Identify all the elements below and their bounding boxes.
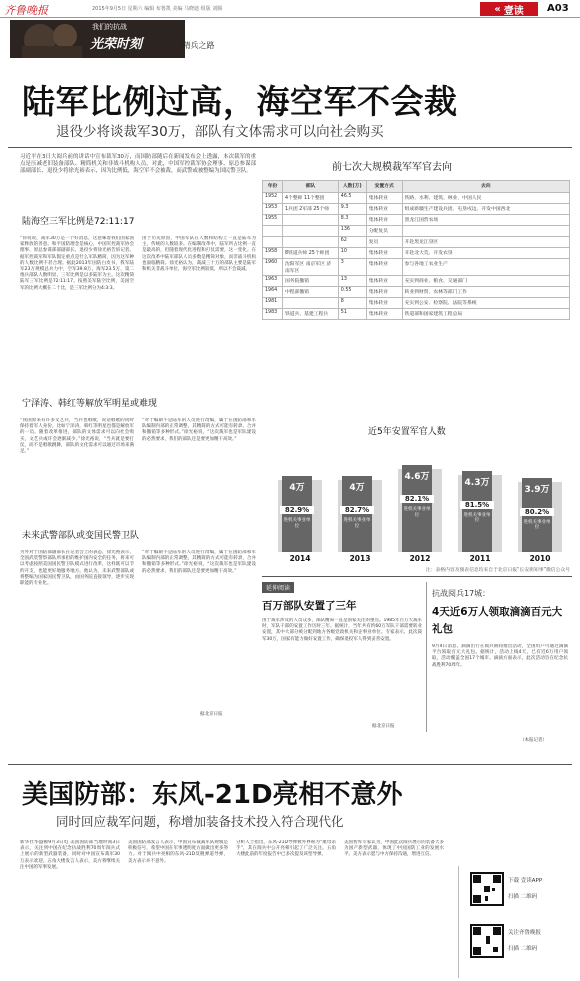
banner-pretitle: 我们的抗战 — [92, 23, 127, 31]
table-header-cell: 安置方式 — [366, 181, 402, 193]
table-row — [263, 215, 570, 226]
article-column-5: 另外对于国防部副部长在记者会上的表态，徐光裕表示，全国武装警察部队所承担的维护国内安全的任务，将来可以考虑按照美国国民警卫队模式进行改革，这样既可以节约开支，也能更好地服务地方。他认为，未来武警部队或将整编为国家国民警卫队，由国务院直接领导，逐步实现职能的专业化。 — [20, 550, 134, 587]
chart-value-label: 4万 — [349, 483, 365, 493]
table-cell: 铁道部和国家建筑工程总局 — [402, 309, 569, 320]
table-row — [263, 204, 570, 215]
table-cell: 分配复员 — [366, 226, 402, 237]
table-cell: 1958 — [263, 248, 283, 259]
table-row — [263, 226, 570, 237]
side-body: 9月4日消息，滴滴出行在阅兵期间推出活动，全国用户可通过滴滴平台领取百元大礼包。据统计，活动上线4天，已有近6万用户领取，活动覆盖全国17个城市。滴滴方面表示，此次活动旨在纪念抗战胜利70周年。 — [432, 644, 568, 668]
section-tag: « 壹读 — [480, 2, 538, 16]
bottom-column-4: 美国智库专家认为，中国此次阅兵展示的装备大多为国产新型武器，体现了中国国防工业的发展水平。美方表示愿与中方保持沟通，增进互信。 — [344, 840, 444, 858]
extend-tag: 延伸阅读 — [262, 582, 294, 593]
section-heading-stars: 宁泽涛、韩红等解放军明星或难现 — [22, 399, 158, 409]
table-row — [263, 237, 570, 248]
article-column-3: “我国原来有许多文艺兵，当兵也唱歌，说话唱歌的同时保持着军人身份。比如宁泽涛，韩红等明星也都是解放军的一员。随着改革推进，部队的文体需求可以向社会购买，文艺兵或许会逐渐减少。”徐光裕说，“当兵就是要打仗，而不是唱歌跳舞，部队的文化需求可以通过市场来满足。” — [20, 418, 134, 455]
table-cell: 集体转业 — [366, 215, 402, 226]
table-cell: 8铁道兵师 25个师团 — [282, 248, 338, 259]
qr-label-scan-2: 扫描 二维码 — [508, 946, 538, 952]
table-cell: 4个整师 11个整团 — [282, 193, 338, 204]
chart-value-label: 3.9万 — [524, 484, 550, 495]
qr-code-icon[interactable] — [470, 872, 504, 906]
table-cell: 黑龙江国营农场 — [402, 215, 569, 226]
chart-note-label: 进机关事业单位 — [403, 507, 431, 518]
lead-paragraph: 习近平在3日大阅兵前的讲话中宣布裁军30万，而国防部随后在新闻发布会上透露，本次裁军的重点是压减老旧装备部队、精简机关和非战斗机构人员。对此，中国军控裁军协会理事、原总参谋部部副部长、退役少将徐光裕表示，因为比例低，海空军不会被裁，而武警或被整编为国民警卫队。 — [20, 154, 256, 175]
side-title: 4天近6万人领取滴滴百元大礼包 — [432, 606, 563, 635]
extend-body: 由于裁军涉及的人员众多，部队精简一直是国家关注的重点。1985年百万大裁军时，军队干部的安置工作历时三年。据统计，当年共有约60万军队干部需要转业安置，其中大部分被分配到地方各级党政机关和企事业单位。专家表示，此次裁军30万，国家有能力做好安置工作，确保退役军人得到妥善安置。 — [262, 618, 422, 642]
section-heading-ratio: 陆海空三军比例是72:11:17 — [22, 217, 135, 227]
table-cell: 集体转业 — [366, 287, 402, 298]
chart-percent-label: 82.7% — [340, 506, 374, 514]
chart-note-label: 进机关事业单位 — [343, 518, 371, 529]
table-cell — [282, 215, 338, 226]
table-title: 前七次大规模裁军军官去向 — [332, 162, 452, 173]
side-tag: 抗战阅兵17城： — [432, 589, 491, 598]
table-cell: 集体转业 — [366, 259, 402, 276]
table-cell: 集体转业 — [366, 298, 402, 309]
table-cell — [282, 298, 338, 309]
chart-percent-label: 80.2% — [520, 508, 554, 516]
table-row — [263, 259, 570, 276]
chevron-left-icon: « — [494, 3, 501, 15]
bottom-subhead: 同时回应裁军问题，称增加装备技术投入符合现代化 — [56, 814, 344, 829]
table-cell: 转业到财贸、农林等部门工作 — [402, 287, 569, 298]
table-cell: 开赴北大荒、开发农垦 — [402, 248, 569, 259]
table-cell: 1963 — [263, 276, 283, 287]
bar-chart — [270, 440, 570, 565]
bottom-column-1: 新华社华盛顿9月3日电 美国国防部当地时间3日表示，关注到中国在纪念抗战胜利70周年阅兵式上展示的新型武器装备，同时对中国宣布裁军30万表示欢迎。五角大楼发言人表示，美方将继续关注中国的军事发展。 — [20, 840, 120, 870]
table-cell: 充实到公安、检察院、法院等系统 — [402, 298, 569, 309]
chart-note-label: 进机关事业单位 — [463, 512, 491, 524]
table-header-cell: 人数(万) — [338, 181, 366, 193]
table-cell: 13 — [338, 276, 366, 287]
section-heading-police: 未来武警部队或变国民警卫队 — [22, 531, 140, 541]
table-cell: 1964 — [263, 287, 283, 298]
qr-label-app: 下载 壹读APP — [508, 878, 543, 884]
table-cell: 1兵团 2军部 25个师 — [282, 204, 338, 215]
table-cell: 10 — [338, 248, 366, 259]
qr-label-follow: 关注齐鲁晚报 — [508, 930, 542, 936]
divider — [8, 147, 572, 148]
table-cell: 136 — [338, 226, 366, 237]
table-cell — [263, 237, 283, 248]
article-column-1: “你说说，裁军30万是一个好消息，这意味着我们国家国家释放的善意。和平国防理念是核心，中国军控裁军协会理事、原总参谋部部副部长、退役少将徐光裕告诉记者。据军控裁军和军队假定重点是什么军队精简，因为这军种的人数比例不甚合理。据此2013年国防白皮书，我军陆军23万规模总兵力中，空军39.8万，海军23.5万，第二炮兵部队人数明显，三军比例是以多陆军为主。这次精简陆军三军比例是72:11:17。按照美军陆空比例，美国空军的比例大概在二十比，是三军比例分为4:3:3。 — [20, 236, 134, 291]
chart-percent-label: 82.9% — [280, 506, 314, 514]
table-row — [263, 287, 570, 298]
table-cell: 集体转业 — [366, 193, 402, 204]
table-header-cell: 去向 — [402, 181, 569, 193]
article-column-2: 由于历史原因，中国军队在人数和结构上一直是陆军为主，传统的人数较多。在编制改革中，陆军所占比例一直是最高的，但随着现代化进程和打仗需要，这一变化。在这次改革中陆军部队人员多数是精简对象，而非战斗机构也面临精简。徐光裕认为，裁减三十万的部队主要是陆军和机关非战斗单位，海空军比例较低，所以不会裁减。 — [142, 236, 256, 273]
chart-source: 注：表格内容及图表信息均来自于北京日报“长安街知事”微信公众号 — [425, 568, 570, 573]
article-author: 据北京日报 — [200, 712, 223, 717]
bottom-headline: 美国防部：东风-21D亮相不意外 — [22, 780, 403, 810]
table-cell: 8.3 — [338, 215, 366, 226]
article-column-4: “对于编制不是陆军的人员进行改编，属于在国防部和军队编制内部的正常调整，其精简的方式可能有转隶、合并和撤销等多种形式。”徐光裕说，“这次裁军也是军队建设的必然要求，我们的部队还是要更加精干高效。” — [142, 418, 256, 442]
chart-category-label: 2010 — [529, 554, 551, 563]
chart-value-label: 4.6万 — [404, 472, 430, 483]
chart-value-label: 4.3万 — [464, 477, 490, 488]
table-cell — [282, 226, 338, 237]
table-cell: 1955 — [263, 215, 283, 226]
issue-meta: 2015年9月5日 星期六 编辑 布鲁凯 美编 马晓迪 组版 刘腾 — [92, 6, 223, 12]
table-cell: 3 — [338, 259, 366, 276]
table-header-cell: 年份 — [263, 181, 283, 193]
table-cell — [263, 226, 283, 237]
table-cell: 中程部撤销 — [282, 287, 338, 298]
qr-code-icon[interactable] — [470, 924, 504, 958]
table-cell: 46.5 — [338, 193, 366, 204]
table-cell: 51 — [338, 309, 366, 320]
table-cell: 复员 — [366, 237, 402, 248]
table-cell: 1960 — [263, 259, 283, 276]
demobilization-table — [262, 180, 570, 320]
chart-category-label: 2014 — [289, 554, 311, 563]
chart-category-label: 2011 — [469, 554, 491, 563]
bottom-column-3: 分析人士指出，东风-21D导弹被外界称为“航母杀手”，其在阅兵中公开亮相引起了广泛关注。五角大楼此前的年度报告中已多次提及该型导弹。 — [236, 840, 336, 858]
table-cell: 开赴黑龙江垦区 — [402, 237, 569, 248]
chart-percent-label: 81.5% — [460, 501, 494, 509]
chart-note-label: 进机关事业单位 — [523, 519, 551, 531]
banner-title: 光荣时刻 — [90, 37, 143, 52]
chart-percent-label: 82.1% — [400, 495, 434, 503]
divider — [262, 576, 572, 577]
table-cell: 充实到商业、粮食、交通部门 — [402, 276, 569, 287]
table-cell: 国务院撤销 — [282, 276, 338, 287]
divider — [8, 764, 572, 765]
newspaper-logo: 齐鲁晚报 — [4, 4, 48, 17]
table-row — [263, 193, 570, 204]
table-cell: 参与各地工农业生产 — [402, 259, 569, 276]
extend-author: 据北京日报 — [372, 724, 395, 729]
table-cell: 集体转业 — [366, 204, 402, 215]
table-cell: 集体转业 — [366, 248, 402, 259]
table-row — [263, 248, 570, 259]
table-cell: 1953 — [263, 204, 283, 215]
table-cell: 铁道兵、基建工程兵 — [282, 309, 338, 320]
table-cell: 集体转业 — [366, 276, 402, 287]
table-cell: 1981 — [263, 298, 283, 309]
table-cell: 62 — [338, 237, 366, 248]
table-cell: 1952 — [263, 193, 283, 204]
chart-category-label: 2012 — [409, 554, 431, 563]
table-cell: 组成新疆生产建设兵团、屯垦戍边、开发中国西北 — [402, 204, 569, 215]
table-cell: 1983 — [263, 309, 283, 320]
table-cell: 8 — [338, 298, 366, 309]
table-cell: 9.3 — [338, 204, 366, 215]
table-header-cell: 部队 — [282, 181, 338, 193]
table-row — [263, 309, 570, 320]
chart-title: 近5年安置军官人数 — [368, 427, 446, 437]
qr-label-scan: 扫描 二维码 — [508, 894, 538, 900]
table-cell — [402, 226, 569, 237]
table-row — [263, 276, 570, 287]
bottom-column-2: 美国国防部发言人表示，中国宣布裁减军队规模是积极信号，希望中国在军事透明度方面做出更多努力。对于阅兵中亮相的东风-21D反舰弹道导弹，美方表示并不意外。 — [128, 840, 228, 864]
chart-category-label: 2013 — [349, 554, 371, 563]
table-cell: 沈阳军区 南京军区 济南军区 — [282, 259, 338, 276]
page-number: A03 — [547, 3, 569, 14]
side-author: （本报记者） — [520, 738, 547, 743]
chart-value-label: 4万 — [289, 483, 305, 493]
main-subhead: 退役少将谈裁军30万，部队有文体需求可以向社会购买 — [56, 124, 384, 140]
extend-title: 百万部队安置了三年 — [262, 600, 357, 612]
table-cell — [282, 237, 338, 248]
banner-subtitle: ·精兵之路 — [180, 41, 215, 50]
article-column-6: “对于编制不是陆军的人员进行改编，属于在国防部和军队编制内部的正常调整，其精简的方式可能有转隶、合并和撤销等多种形式。”徐光裕说，“这次裁军也是军队建设的必然要求，我们的部队还是要更加精干高效。” — [142, 550, 256, 574]
table-row — [263, 298, 570, 309]
table-cell: 0.55 — [338, 287, 366, 298]
table-cell: 集体转业 — [366, 309, 402, 320]
chart-note-label: 进机关事业单位 — [283, 518, 311, 529]
main-headline: 陆军比例过高，海空军不会裁 — [22, 82, 458, 121]
table-cell: 铁路、水利、建筑、林业、中国人民 — [402, 193, 569, 204]
